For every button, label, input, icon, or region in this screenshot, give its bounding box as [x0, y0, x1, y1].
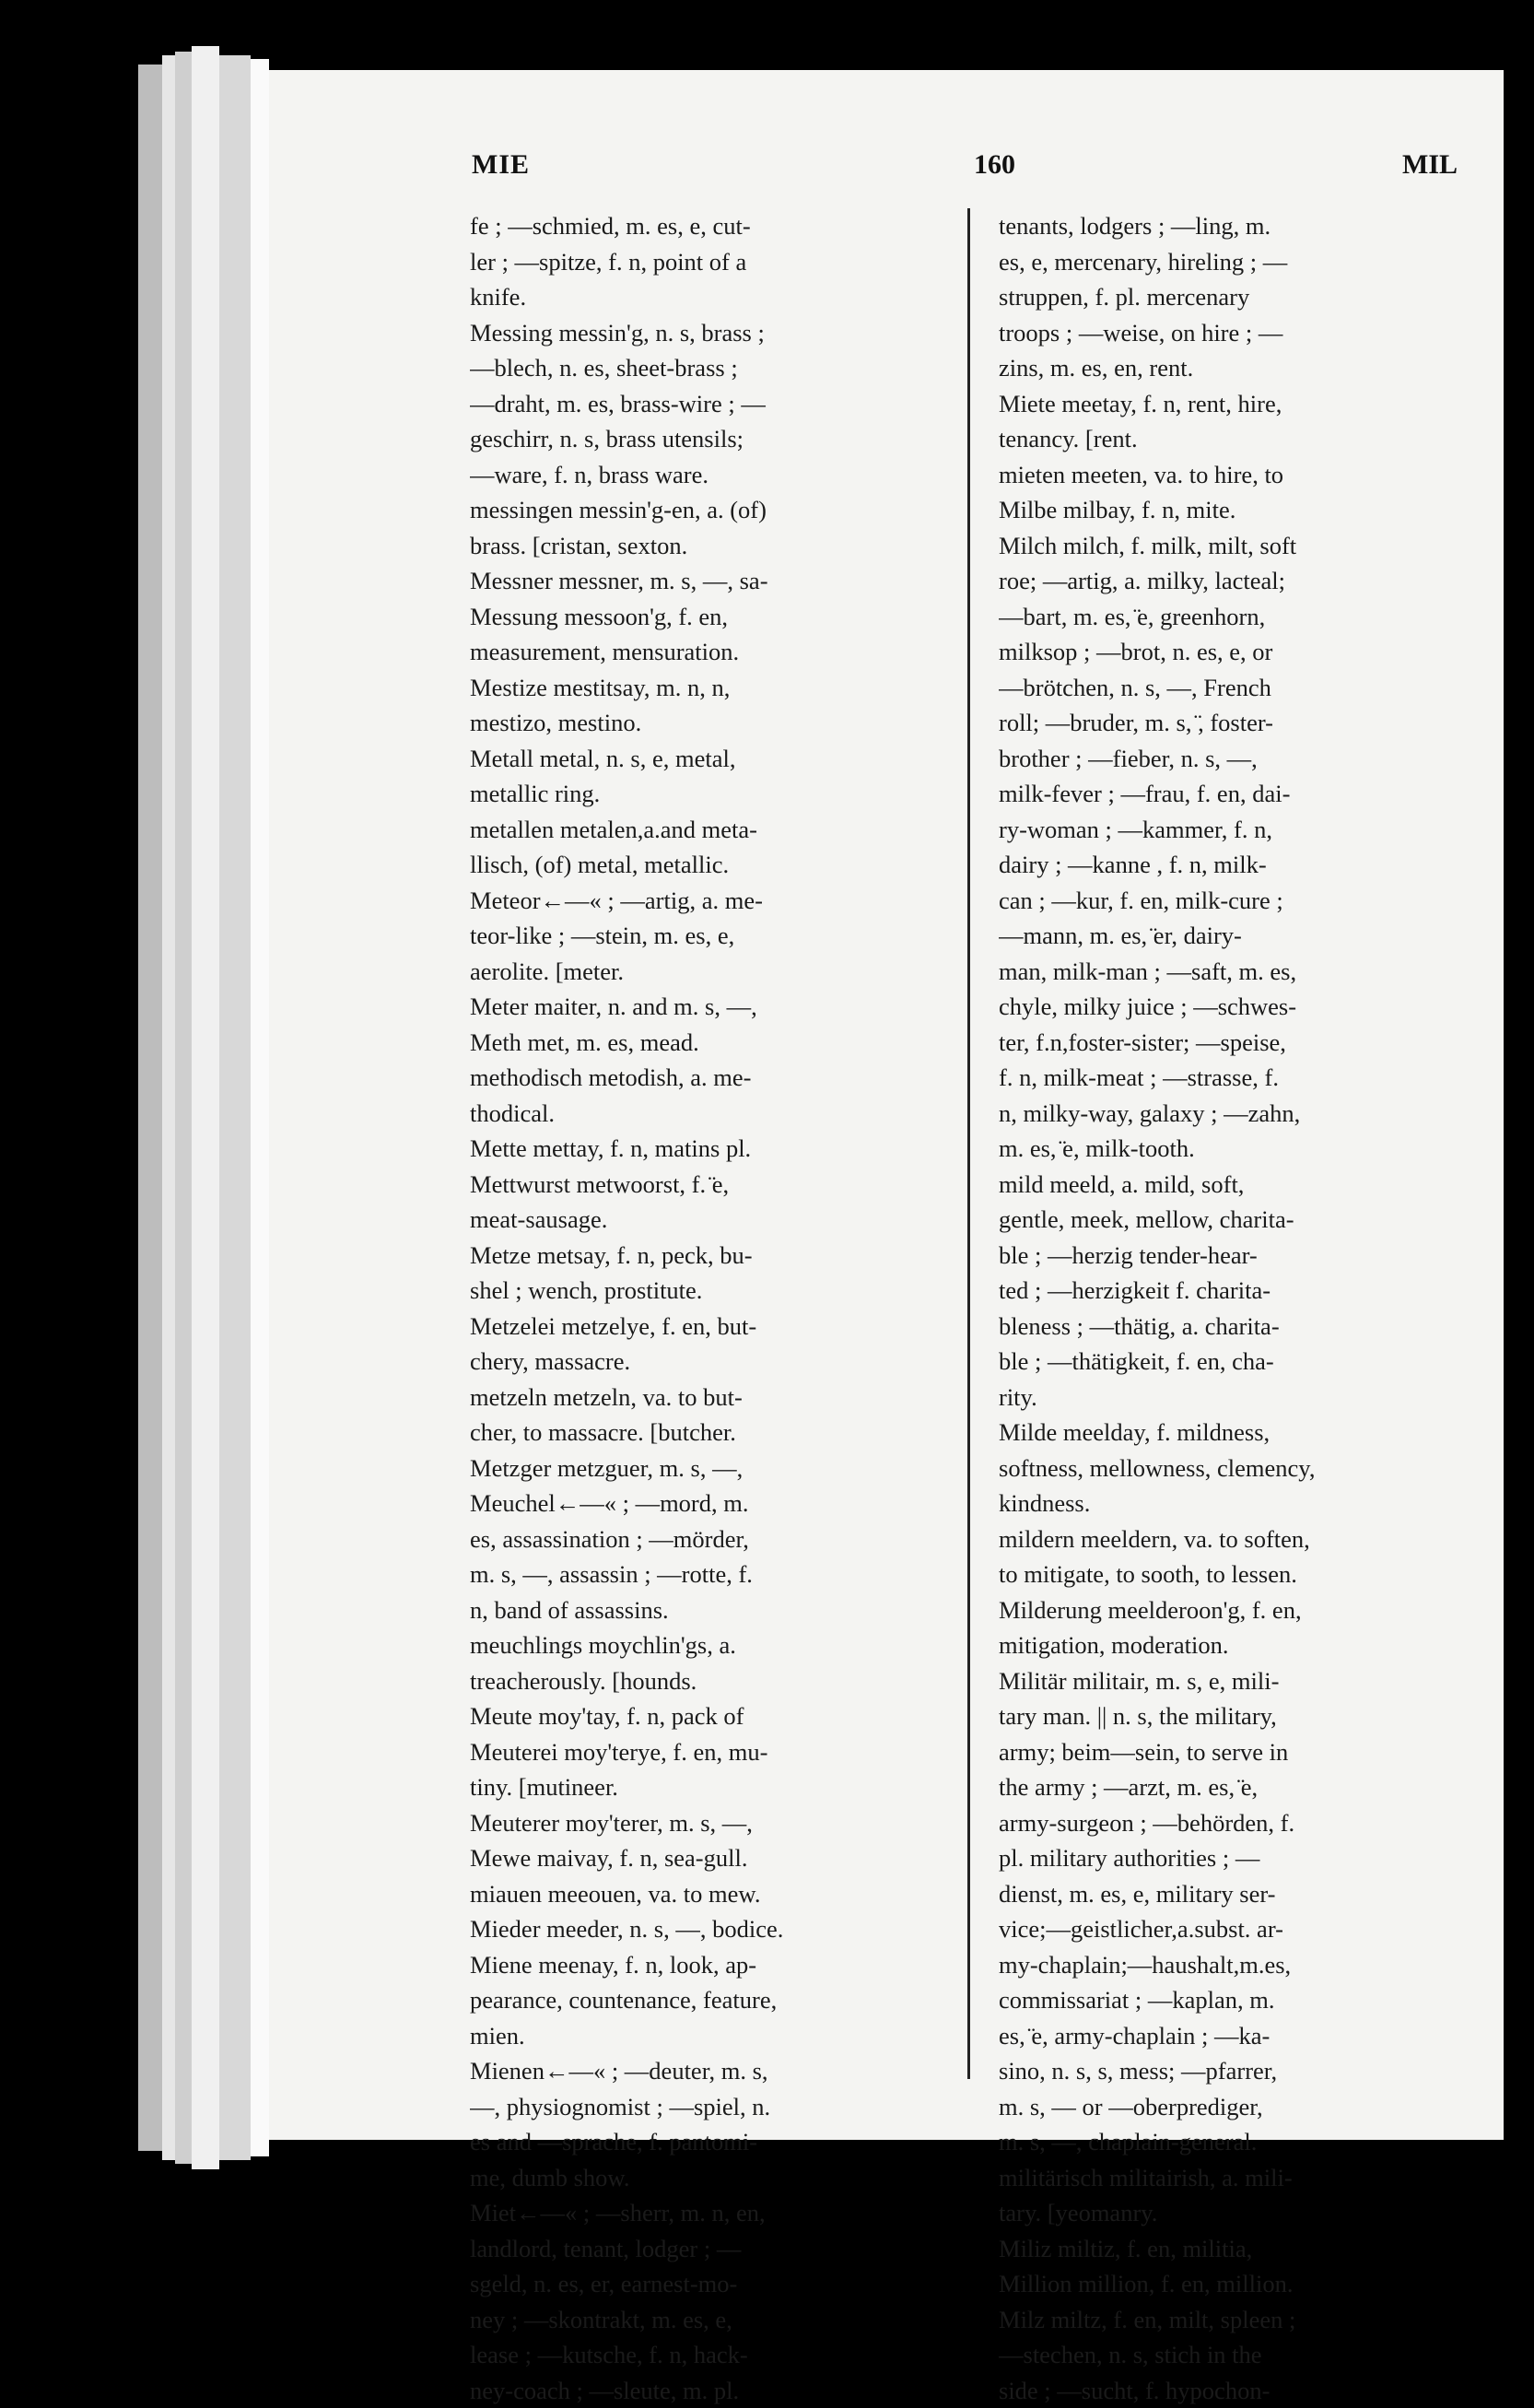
- page-edge: [251, 59, 269, 2156]
- page-number: 160: [974, 149, 1015, 181]
- dictionary-line: Messing messin'g, n. s, brass ;: [470, 315, 949, 351]
- left-column: [470, 208, 949, 2408]
- dictionary-line: commissariat ; —kaplan, m.: [999, 1982, 1478, 2018]
- dictionary-line: Mewe maivay, f. n, sea-gull.: [470, 1840, 949, 1876]
- dictionary-line: Miete meetay, f. n, rent, hire,: [999, 386, 1478, 422]
- dictionary-line: ble ; —herzig tender-hear-: [999, 1238, 1478, 1274]
- dictionary-line: man, milk-man ; —saft, m. es,: [999, 954, 1478, 990]
- dictionary-line: Miet←—« ; —sherr, m. n, en,: [470, 2195, 949, 2231]
- dictionary-line: brass. [cristan, sexton.: [470, 528, 949, 564]
- dictionary-line: miauen meeouen, va. to mew.: [470, 1876, 949, 1912]
- dictionary-line: —, physiognomist ; —spiel, n.: [470, 2089, 949, 2125]
- dictionary-line: es, assassination ; —mörder,: [470, 1521, 949, 1557]
- dictionary-line: Meute moy'tay, f. n, pack of: [470, 1698, 949, 1734]
- dictionary-line: m. es, ̈e, milk-tooth.: [999, 1131, 1478, 1167]
- dictionary-line: ter, f.n,foster-sister; —speise,: [999, 1025, 1478, 1061]
- dictionary-line: army-surgeon ; —behörden, f.: [999, 1805, 1478, 1841]
- dictionary-line: me, dumb show.: [470, 2160, 949, 2196]
- dictionary-line: Mette mettay, f. n, matins pl.: [470, 1131, 949, 1167]
- dictionary-line: cher, to massacre. [butcher.: [470, 1415, 949, 1451]
- dictionary-line: dienst, m. es, e, military ser-: [999, 1876, 1478, 1912]
- dictionary-line: side ; —sucht, f. hypochon-: [999, 2373, 1478, 2408]
- dictionary-line: ney-coach ; —sleute, m. pl.: [470, 2373, 949, 2408]
- dictionary-line: pl. military authorities ; —: [999, 1840, 1478, 1876]
- dictionary-line: ry-woman ; —kammer, f. n,: [999, 812, 1478, 848]
- dictionary-line: Meter maiter, n. and m. s, —,: [470, 989, 949, 1025]
- dictionary-line: Meteor←—« ; —artig, a. me-: [470, 883, 949, 919]
- dictionary-line: Milderung meelderoon'g, f. en,: [999, 1592, 1478, 1628]
- dictionary-line: —draht, m. es, brass-wire ; —: [470, 386, 949, 422]
- dictionary-line: mestizo, mestino.: [470, 705, 949, 741]
- dictionary-line: mitigation, moderation.: [999, 1627, 1478, 1663]
- dictionary-line: m. s, —, assassin ; —rotte, f.: [470, 1556, 949, 1592]
- dictionary-line: zins, m. es, en, rent.: [999, 350, 1478, 386]
- dictionary-line: Mienen←—« ; —deuter, m. s,: [470, 2053, 949, 2089]
- dictionary-line: bleness ; —thätig, a. charita-: [999, 1309, 1478, 1345]
- dictionary-line: metallen metalen,a.and meta-: [470, 812, 949, 848]
- right-column: [999, 208, 1478, 2408]
- dictionary-line: army; beim—sein, to serve in: [999, 1734, 1478, 1770]
- dictionary-line: llisch, (of) metal, metallic.: [470, 847, 949, 883]
- dictionary-line: m. s, —, chaplain-general.: [999, 2124, 1478, 2160]
- dictionary-line: roll; —bruder, m. s, ̈, foster-: [999, 705, 1478, 741]
- dictionary-line: Metzelei metzelye, f. en, but-: [470, 1309, 949, 1345]
- guide-word-right: MIL: [1402, 149, 1458, 181]
- dictionary-line: tiny. [mutineer.: [470, 1769, 949, 1805]
- dictionary-line: chery, massacre.: [470, 1344, 949, 1380]
- dictionary-line: militärisch militairish, a. mili-: [999, 2160, 1478, 2196]
- dictionary-line: Milz miltz, f. en, milt, spleen ;: [999, 2302, 1478, 2338]
- dictionary-line: vice;—geistlicher,a.subst. ar-: [999, 1911, 1478, 1947]
- dictionary-line: es, e, mercenary, hireling ; —: [999, 244, 1478, 280]
- dictionary-line: sino, n. s, s, mess; —pfarrer,: [999, 2053, 1478, 2089]
- dictionary-line: mien.: [470, 2018, 949, 2054]
- dictionary-line: Miene meenay, f. n, look, ap-: [470, 1947, 949, 1983]
- dictionary-line: —stechen, n. s, stich in the: [999, 2337, 1478, 2373]
- dictionary-line: n, milky-way, galaxy ; —zahn,: [999, 1096, 1478, 1132]
- dictionary-line: shel ; wench, prostitute.: [470, 1273, 949, 1309]
- dictionary-line: can ; —kur, f. en, milk-cure ;: [999, 883, 1478, 919]
- dictionary-line: ble ; —thätigkeit, f. en, cha-: [999, 1344, 1478, 1380]
- dictionary-line: landlord, tenant, lodger ; —: [470, 2231, 949, 2267]
- dictionary-line: kindness.: [999, 1486, 1478, 1521]
- dictionary-line: —bart, m. es, ̈e, greenhorn,: [999, 599, 1478, 635]
- dictionary-line: Mettwurst metwoorst, f. ̈e,: [470, 1167, 949, 1203]
- dictionary-line: Meuchel←—« ; —mord, m.: [470, 1486, 949, 1521]
- page-edge: [138, 65, 162, 2151]
- dictionary-line: gentle, meek, mellow, charita-: [999, 1202, 1478, 1238]
- dictionary-line: tenants, lodgers ; —ling, m.: [999, 208, 1478, 244]
- dictionary-line: —ware, f. n, brass ware.: [470, 457, 949, 493]
- running-head: [463, 149, 1467, 195]
- dictionary-line: —mann, m. es, ̈er, dairy-: [999, 918, 1478, 954]
- dictionary-line: ney ; —skontrakt, m. es, e,: [470, 2302, 949, 2338]
- dictionary-line: the army ; —arzt, m. es, ̈e,: [999, 1769, 1478, 1805]
- dictionary-line: Metzger metzguer, m. s, —,: [470, 1451, 949, 1486]
- dictionary-line: sgeld, n. es, er, earnest-mo-: [470, 2266, 949, 2302]
- dictionary-line: Milbe milbay, f. n, mite.: [999, 492, 1478, 528]
- dictionary-line: geschirr, n. s, brass utensils;: [470, 421, 949, 457]
- dictionary-line: meat-sausage.: [470, 1202, 949, 1238]
- dictionary-line: dairy ; —kanne , f. n, milk-: [999, 847, 1478, 883]
- dictionary-line: roe; —artig, a. milky, lacteal;: [999, 563, 1478, 599]
- dictionary-line: milk-fever ; —frau, f. en, dai-: [999, 776, 1478, 812]
- page-edge: [192, 46, 219, 2169]
- dictionary-line: milksop ; —brot, n. es, e, or: [999, 634, 1478, 670]
- dictionary-line: Miliz miltiz, f. en, militia,: [999, 2231, 1478, 2267]
- dictionary-line: pearance, countenance, feature,: [470, 1982, 949, 2018]
- dictionary-line: Milch milch, f. milk, milt, soft: [999, 528, 1478, 564]
- dictionary-line: troops ; —weise, on hire ; —: [999, 315, 1478, 351]
- dictionary-line: n, band of assassins.: [470, 1592, 949, 1628]
- dictionary-line: Mestize mestitsay, m. n, n,: [470, 670, 949, 706]
- dictionary-line: Million million, f. en, million.: [999, 2266, 1478, 2302]
- dictionary-line: meuchlings moychlin'gs, a.: [470, 1627, 949, 1663]
- dictionary-line: Messung messoon'g, f. en,: [470, 599, 949, 635]
- page-edge: [162, 55, 175, 2160]
- dictionary-line: es and —sprache, f. pantomi-: [470, 2124, 949, 2160]
- dictionary-line: methodisch metodish, a. me-: [470, 1060, 949, 1096]
- dictionary-line: brother ; —fieber, n. s, —,: [999, 741, 1478, 777]
- dictionary-line: lease ; —kutsche, f. n, hack-: [470, 2337, 949, 2373]
- dictionary-line: messingen messin'g-en, a. (of): [470, 492, 949, 528]
- dictionary-line: measurement, mensuration.: [470, 634, 949, 670]
- dictionary-line: —brötchen, n. s, —, French: [999, 670, 1478, 706]
- dictionary-line: mieten meeten, va. to hire, to: [999, 457, 1478, 493]
- dictionary-line: es, ̈e, army-chaplain ; —ka-: [999, 2018, 1478, 2054]
- dictionary-line: Metall metal, n. s, e, metal,: [470, 741, 949, 777]
- dictionary-line: tary man. || n. s, the military,: [999, 1698, 1478, 1734]
- dictionary-line: metzeln metzeln, va. to but-: [470, 1380, 949, 1415]
- dictionary-line: chyle, milky juice ; —schwes-: [999, 989, 1478, 1025]
- page-edge: [175, 52, 192, 2164]
- dictionary-line: —blech, n. es, sheet-brass ;: [470, 350, 949, 386]
- dictionary-line: Meuterer moy'terer, m. s, —,: [470, 1805, 949, 1841]
- dictionary-line: fe ; —schmied, m. es, e, cut-: [470, 208, 949, 244]
- dictionary-line: Meuterei moy'terye, f. en, mu-: [470, 1734, 949, 1770]
- dictionary-line: Messner messner, m. s, —, sa-: [470, 563, 949, 599]
- dictionary-line: Militär militair, m. s, e, mili-: [999, 1663, 1478, 1699]
- dictionary-line: metallic ring.: [470, 776, 949, 812]
- dictionary-line: mild meeld, a. mild, soft,: [999, 1167, 1478, 1203]
- dictionary-line: Milde meelday, f. mildness,: [999, 1415, 1478, 1451]
- dictionary-line: struppen, f. pl. mercenary: [999, 279, 1478, 315]
- dictionary-page: [269, 70, 1504, 2140]
- dictionary-line: tary. [yeomanry.: [999, 2195, 1478, 2231]
- dictionary-line: m. s, — or —oberprediger,: [999, 2089, 1478, 2125]
- dictionary-line: knife.: [470, 279, 949, 315]
- dictionary-line: Meth met, m. es, mead.: [470, 1025, 949, 1061]
- column-rule: [967, 208, 970, 2079]
- dictionary-line: Mieder meeder, n. s, —, bodice.: [470, 1911, 949, 1947]
- dictionary-line: treacherously. [hounds.: [470, 1663, 949, 1699]
- dictionary-line: thodical.: [470, 1096, 949, 1132]
- dictionary-line: softness, mellowness, clemency,: [999, 1451, 1478, 1486]
- dictionary-line: my-chaplain;—haushalt,m.es,: [999, 1947, 1478, 1983]
- dictionary-line: aerolite. [meter.: [470, 954, 949, 990]
- dictionary-line: Metze metsay, f. n, peck, bu-: [470, 1238, 949, 1274]
- dictionary-line: to mitigate, to sooth, to lessen.: [999, 1556, 1478, 1592]
- dictionary-line: tenancy. [rent.: [999, 421, 1478, 457]
- dictionary-line: f. n, milk-meat ; —strasse, f.: [999, 1060, 1478, 1096]
- dictionary-line: ler ; —spitze, f. n, point of a: [470, 244, 949, 280]
- dictionary-line: rity.: [999, 1380, 1478, 1415]
- dictionary-line: mildern meeldern, va. to soften,: [999, 1521, 1478, 1557]
- guide-word-left: MIE: [472, 149, 530, 181]
- dictionary-line: teor-like ; —stein, m. es, e,: [470, 918, 949, 954]
- dictionary-line: ted ; —herzigkeit f. charita-: [999, 1273, 1478, 1309]
- page-edge: [219, 55, 251, 2160]
